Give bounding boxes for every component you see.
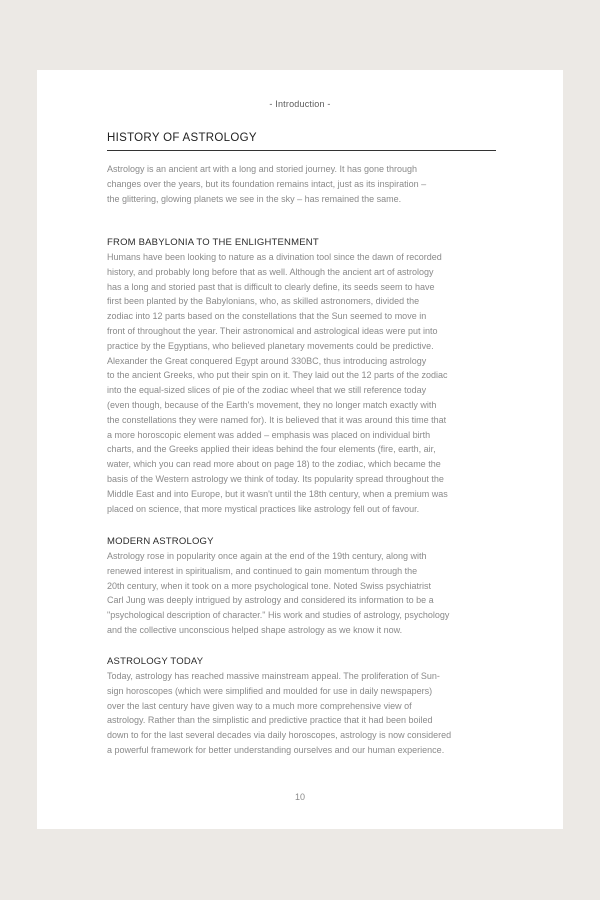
text-line: changes over the years, but its foundation remains intact, just as its inspiration – [107, 179, 427, 190]
text-line: down to for the last several decades via daily horoscopes, astrology is now considered [107, 730, 452, 741]
intro-paragraph [107, 162, 497, 208]
text-line: Carl Jung was deeply intrigued by astrology and considered its information to be a [107, 595, 434, 606]
text-line: Humans have been looking to nature as a divination tool since the dawn of recorded [107, 252, 442, 262]
text-line: history, and probably long before that as well. Although the ancient art of astrology [107, 266, 434, 277]
text-line: (even though, because of the Earth's movement, they no longer match exactly with [107, 399, 437, 410]
text-line: practice by the Egyptians, who believed planetary movements could be predictive. [107, 340, 434, 351]
text-line: the constellations they were named for). It is believed that it was around this time that [107, 414, 447, 425]
text-line: first been planted by the Babylonians, who, as skilled astronomers, divided the [107, 296, 420, 307]
text-line: 20th century, when it took on a more psychological tone. Noted Swiss psychiatrist [107, 580, 431, 591]
section-heading-modern: MODERN ASTROLOGY [107, 536, 214, 547]
text-line: into the equal-sized slices of pie of the zodiac wheel that we still reference today [107, 385, 427, 396]
section-body-babylonia [107, 250, 497, 516]
text-line: charts, and the Greeks applied their ideas behind the four elements (fire, earth, air, [107, 444, 436, 455]
text-line: sign horoscopes (which were simplified and moulded for use in daily newspapers) [107, 685, 433, 696]
text-line: has a long and storied past that is difficult to clearly define, its seeds seem to have [107, 281, 435, 292]
text-line: basis of the Western astrology we think of today. Its popularity spread throughout the [107, 473, 444, 484]
section-label: - Introduction - [269, 99, 331, 109]
page-number: 10 [294, 792, 305, 802]
section-heading-today: ASTROLOGY TODAY [107, 656, 204, 667]
text-line: placed on science, that more mystical practices like astrology fell out of favour. [107, 503, 420, 514]
text-line: and the collective unconscious helped shape astrology as we know it now. [107, 624, 403, 635]
text-line: Astrology is an ancient art with a long and storied journey. It has gone through [107, 164, 418, 174]
book-page [37, 70, 563, 829]
text-line: the glittering, glowing planets we see in the sky – has remained the same. [107, 194, 402, 205]
text-line: front of throughout the year. Their astronomical and astrological ideas were put into [107, 325, 438, 336]
text-line: astrology. Rather than the simplistic and predictive practice that it had been boiled [107, 715, 433, 726]
text-line: "psychological description of character." His work and studies of astrology, psychology [107, 610, 450, 621]
section-body-modern [107, 549, 497, 638]
text-line: a powerful framework for better understanding ourselves and our human experience. [107, 744, 445, 755]
text-line: water, which you can read more about on page 18) to the zodiac, which became the [107, 459, 441, 470]
text-line: over the last century have given way to a much more comprehensive view of [107, 700, 412, 711]
text-line: Astrology rose in popularity once again at the end of the 19th century, along with [107, 551, 427, 561]
text-line: Middle East and into Europe, but it wasn't until the 18th century, when a premium was [107, 488, 448, 499]
page-title: HISTORY OF ASTROLOGY [107, 132, 257, 144]
text-line: to the ancient Greeks, who put their spin on it. They laid out the 12 parts of the zodiac [107, 370, 448, 381]
section-body-today [107, 669, 497, 758]
text-line: renewed interest in spiritualism, and continued to gain momentum through the [107, 565, 418, 576]
text-line: Today, astrology has reached massive mainstream appeal. The proliferation of Sun- [107, 671, 440, 681]
text-line: a more horoscopic element was added – emphasis was placed on individual birth [107, 429, 431, 440]
section-heading-babylonia: FROM BABYLONIA TO THE ENLIGHTENMENT [107, 237, 319, 248]
text-line: zodiac into 12 parts based on the constellations that the Sun seemed to move in [107, 311, 427, 322]
title-divider [107, 150, 496, 151]
text-line: Alexander the Great conquered Egypt around 330BC, thus introducing astrology [107, 355, 427, 366]
